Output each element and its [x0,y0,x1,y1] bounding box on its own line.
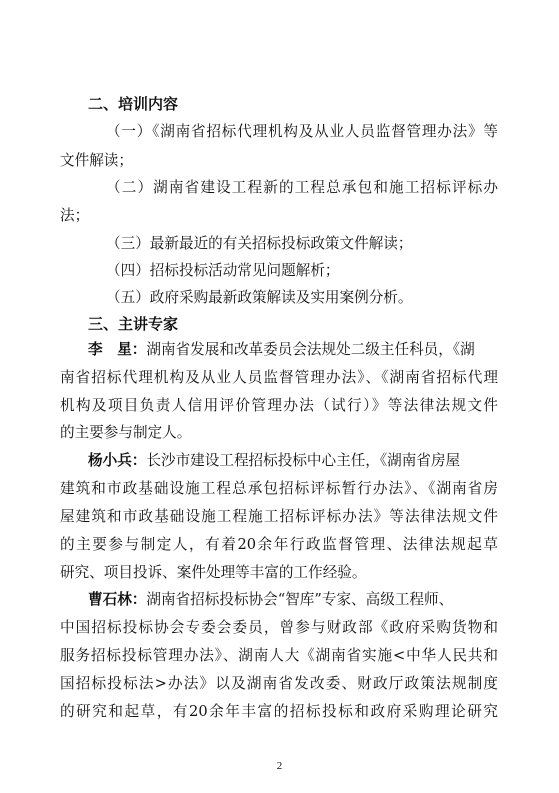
training-item-4: （四）招标投标活动常见问题解析； [106,262,340,279]
expert-3-line-5: 的研究和起草，有20余年丰富的招标投标和政府采购理论研究 [60,703,498,720]
training-item-2-line-1: （二）湖南省建设工程新的工程总承包和施工招标评标办 [106,179,498,196]
training-item-2-line-2: 法； [60,207,90,224]
expert-3-line-3: 服务招标投标管理办法》、湖南人大《湖南省实施<中华人民共和 [60,647,498,664]
expert-3-line-1: 湖南省招标投标协会“智库”专家、高级工程师、 [146,591,454,608]
expert-3-name: 曹石林： [88,591,147,608]
training-item-1-line-1: （一）《湖南省招标代理机构及从业人员监督管理办法》等 [106,123,498,140]
expert-2-line-3: 屋建筑和市政基础设施工程施工招标评标办法》等法律法规文件 [60,508,498,525]
expert-2-line-5: 研究、项目投诉、案件处理等丰富的工作经验。 [60,564,367,581]
page-number: 2 [276,760,283,772]
expert-2-name: 杨小兵： [88,452,147,469]
expert-1-line-3: 机构及项目负责人信用评价管理办法（试行）》等法律法规文件 [60,397,498,414]
expert-1-line-1: 湖南省发展和改革委员会法规处二级主任科员，《湖 [146,341,475,358]
expert-1-line-2: 南省招标代理机构及从业人员监督管理办法》、《湖南省招标代理 [60,369,498,386]
expert-3-line-4: 国招标投标法>办法》以及湖南省发改委、财政厅政策法规制度 [60,675,498,692]
expert-2-line-1: 长沙市建设工程招标投标中心主任，《湖南省房屋 [146,452,461,469]
training-item-1-line-2: 文件解读； [60,152,133,169]
expert-1-line-4: 的主要参与制定人。 [60,424,192,441]
expert-2-line-4: 的主要参与制定人，有着20余年行政监督管理、法律法规起草 [60,536,498,553]
training-item-5: （五）政府采购最新政策解读及实用案例分析。 [106,289,413,306]
expert-2-line-2: 建筑和市政基础设施工程总承包招标评标暂行办法》、《湖南省房 [60,480,498,497]
section-heading-training: 二、培训内容 [88,95,179,113]
expert-3-first-line [88,590,498,610]
expert-1-first-line [88,340,498,360]
expert-3-line-2: 中国招标投标协会专委会委员，曾参与财政部《政府采购货物和 [60,619,498,636]
training-item-3: （三）最新最近的有关招标投标政策文件解读； [106,235,413,252]
expert-1-name: 李 星： [88,341,147,358]
expert-2-first-line [88,451,498,471]
section-heading-experts: 三、主讲专家 [88,315,179,333]
